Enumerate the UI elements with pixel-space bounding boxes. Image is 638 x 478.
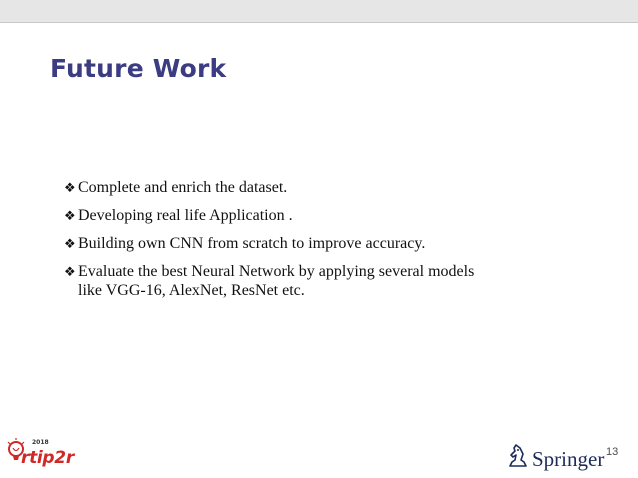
bullet-text-multiline (78, 262, 474, 300)
diamond-bullet-icon: ❖ (64, 208, 76, 223)
slide-title: Future Work (50, 54, 227, 83)
bullet-text: Complete and enrich the dataset. (78, 179, 288, 196)
springer-knight-icon (506, 442, 530, 468)
bullet-item (64, 178, 564, 197)
bullet-text: Evaluate the best Neural Network by applying several models (78, 263, 475, 280)
bullet-item (64, 234, 564, 253)
diamond-bullet-icon: ❖ (64, 236, 76, 251)
springer-logo-text: Springer (532, 447, 605, 471)
top-bar (0, 0, 638, 23)
diamond-bullet-icon: ❖ (64, 264, 76, 279)
bullet-item (64, 262, 564, 300)
page-number: 13 (606, 446, 619, 458)
rtip-year: 2018 (32, 439, 49, 446)
bullet-list (64, 178, 564, 309)
bullet-text-continuation: like VGG-16, AlexNet, ResNet etc. (78, 282, 305, 299)
bullet-item (64, 206, 564, 225)
diamond-bullet-icon: ❖ (64, 180, 76, 195)
rtip2r-logo-text: rtip2r (21, 448, 74, 468)
bullet-text: Developing real life Application . (78, 207, 293, 224)
bullet-text: Building own CNN from scratch to improve accuracy. (78, 235, 426, 252)
